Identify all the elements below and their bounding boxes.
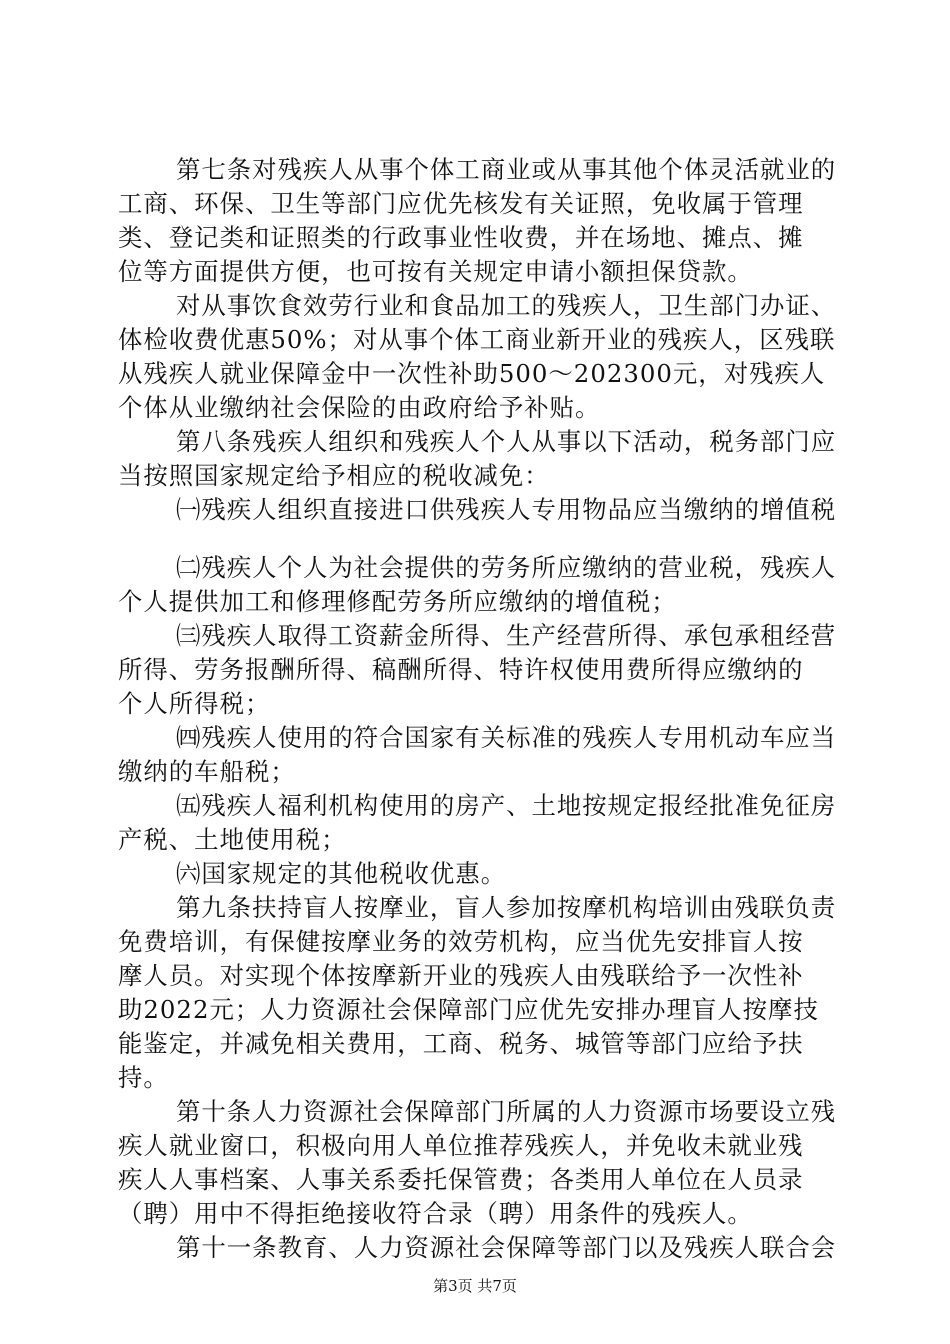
text-line: 第八条残疾人组织和残疾人个人从事以下活动，税务部门应	[176, 427, 837, 456]
text-line: 类、登记类和证照类的行政事业性收费，并在场地、摊点、摊	[118, 223, 804, 252]
text-line: ㈠残疾人组织直接进口供残疾人专用物品应当缴纳的增值税	[176, 495, 837, 524]
text-line: （聘）用中不得拒绝接收符合录（聘）用条件的残疾人。	[118, 1199, 753, 1228]
text-line: 个人提供加工和修理修配劳务所应缴纳的增值税；	[118, 587, 677, 616]
text-line: 持。	[118, 1063, 169, 1092]
text-line: 能鉴定，并减免相关费用，工商、税务、城管等部门应给予扶	[118, 1029, 804, 1058]
text-line: 助2022元；人力资源社会保障部门应优先安排办理盲人按摩技	[118, 995, 819, 1024]
text-line: 所得、劳务报酬所得、稿酬所得、特许权使用费所得应缴纳的	[118, 655, 804, 684]
text-line: 疾人就业窗口，积极向用人单位推荐残疾人，并免收未就业残	[118, 1131, 804, 1160]
text-line: 当按照国家规定给予相应的税收减免：	[118, 461, 550, 490]
text-line: 产税、土地使用税；	[118, 825, 347, 854]
text-line: 第七条对残疾人从事个体工商业或从事其他个体灵活就业的	[176, 155, 837, 184]
text-line: ㈤残疾人福利机构使用的房产、土地按规定报经批准免征房	[176, 791, 837, 820]
page-footer	[0, 1276, 950, 1296]
text-line: 免费培训，有保健按摩业务的效劳机构，应当优先安排盲人按	[118, 927, 804, 956]
text-line: 体检收费优惠50%；对从事个体工商业新开业的残疾人，区残联	[118, 325, 836, 354]
text-line: 第九条扶持盲人按摩业，盲人参加按摩机构培训由残联负责	[176, 893, 837, 922]
text-line: ㈢残疾人取得工资薪金所得、生产经营所得、承包承租经营	[176, 621, 837, 650]
text-line: 第十一条教育、人力资源社会保障等部门以及残疾人联合会	[176, 1233, 837, 1262]
text-line: 个人所得税；	[118, 689, 271, 718]
text-line: 缴纳的车船税；	[118, 757, 296, 786]
text-line: 疾人人事档案、人事关系委托保管费；各类用人单位在人员录	[118, 1165, 804, 1194]
text-line: ㈡残疾人个人为社会提供的劳务所应缴纳的营业税，残疾人	[176, 553, 837, 582]
text-line: ㈥国家规定的其他税收优惠。	[176, 859, 507, 888]
text-line: 对从事饮食效劳行业和食品加工的残疾人，卫生部门办证、	[176, 291, 837, 320]
page-number-label: 第3页 共7页	[433, 1277, 517, 1295]
text-line: 摩人员。对实现个体按摩新开业的残疾人由残联给予一次性补	[118, 961, 804, 990]
text-line: 个体从业缴纳社会保险的由政府给予补贴。	[118, 393, 601, 422]
text-line: ㈣残疾人使用的符合国家有关标准的残疾人专用机动车应当	[176, 723, 837, 752]
text-line: 工商、环保、卫生等部门应优先核发有关证照，免收属于管理	[118, 189, 804, 218]
text-line: 从残疾人就业保障金中一次性补助500～202300元，对残疾人	[118, 359, 826, 388]
text-line: 第十条人力资源社会保障部门所属的人力资源市场要设立残	[176, 1097, 837, 1126]
text-line: 位等方面提供方便，也可按有关规定申请小额担保贷款。	[118, 257, 753, 286]
